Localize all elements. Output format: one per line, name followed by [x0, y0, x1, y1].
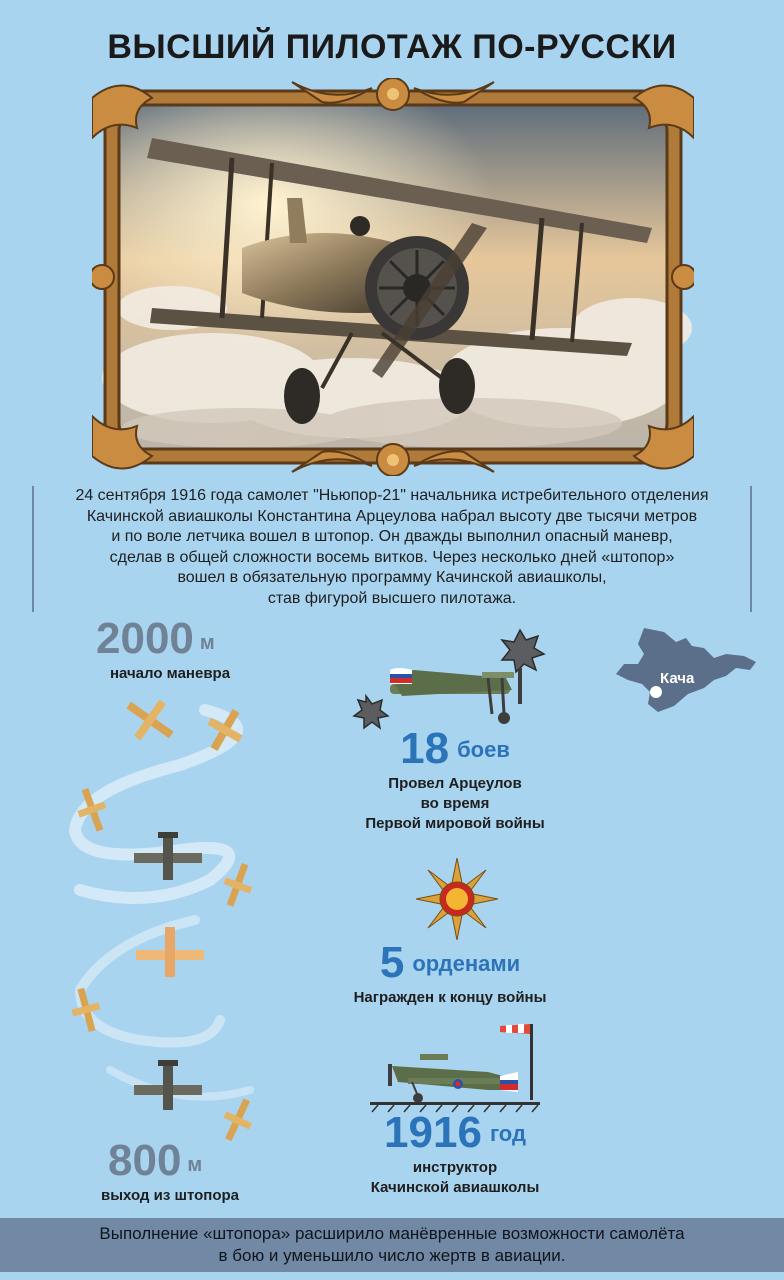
biplane-icon — [388, 1054, 518, 1103]
stat-orders — [320, 938, 580, 1008]
intro-line: став фигурой высшего пилотажа. — [267, 589, 517, 607]
kacha-marker — [650, 686, 662, 698]
intro-paragraph — [32, 486, 752, 612]
altitude-end — [108, 1136, 202, 1186]
stat-battles-desc-line: во время — [420, 795, 490, 812]
stat-battles-word: боев — [457, 737, 510, 762]
stat-orders-number: 5 — [379, 938, 405, 987]
stat-year-number: 1916 — [384, 1108, 482, 1157]
stat-year-desc-line: инструктор — [412, 1159, 498, 1176]
spin-plane-icon — [216, 1094, 260, 1146]
fighter-plane-illustration — [352, 626, 552, 730]
altitude-start — [96, 614, 215, 664]
stat-orders-desc-line: Награжден к концу войны — [353, 989, 547, 1006]
stat-battles-desc-line: Первой мировой войны — [365, 815, 545, 832]
spin-plane-icon — [134, 832, 202, 880]
biplane-icon — [390, 668, 522, 724]
order-star-icon — [416, 858, 498, 940]
airfield-illustration — [368, 1020, 548, 1116]
altitude-start-unit: м — [199, 632, 215, 654]
footer-line: Выполнение «штопора» расширило манёвренные возможности самолёта — [99, 1224, 685, 1243]
spin-trajectory-illustration — [20, 690, 290, 1160]
intro-line: Качинской авиашколы Константина Арцеулова набрал высоту две тысячи метров — [86, 507, 698, 525]
intro-line: и по воле летчика вошел в штопор. Он дважды выполнил опасный маневр, — [111, 528, 673, 545]
spin-plane-icon — [134, 1060, 202, 1110]
hero-biplane-illustration — [92, 78, 694, 476]
map-place-label: Кача — [660, 670, 695, 687]
stat-orders-word: орденами — [412, 951, 521, 976]
footer-line: в бою и уменьшило число жертв в авиации. — [218, 1246, 566, 1265]
altitude-start-label: начало маневра — [109, 665, 231, 682]
altitude-start-value: 2000 — [96, 614, 194, 663]
stat-year-word: год — [489, 1121, 526, 1146]
stat-battles-number: 18 — [400, 724, 450, 773]
altitude-end-label: выход из штопора — [100, 1187, 240, 1204]
stat-year-desc-line: Качинской авиашколы — [370, 1179, 540, 1196]
altitude-end-value: 800 — [108, 1136, 182, 1185]
stat-year — [340, 1108, 570, 1198]
spin-plane-icon — [116, 690, 184, 753]
altitude-end-unit: м — [187, 1154, 203, 1176]
intro-line: сделав в общей сложности восемь витков. Через несколько дней «штопор» — [109, 548, 675, 566]
intro-line: 24 сентября 1916 года самолет "Ньюпор-21" начальника истребительного отделения — [75, 487, 709, 504]
page-title: ВЫСШИЙ ПИЛОТАЖ ПО-РУССКИ — [107, 28, 677, 66]
intro-line: вошел в обязательную программу Качинской авиашколы, — [177, 569, 607, 586]
stat-battles — [340, 724, 570, 834]
footer-banner — [0, 1218, 784, 1272]
stat-battles-desc-line: Провел Арцеулов — [388, 775, 522, 792]
